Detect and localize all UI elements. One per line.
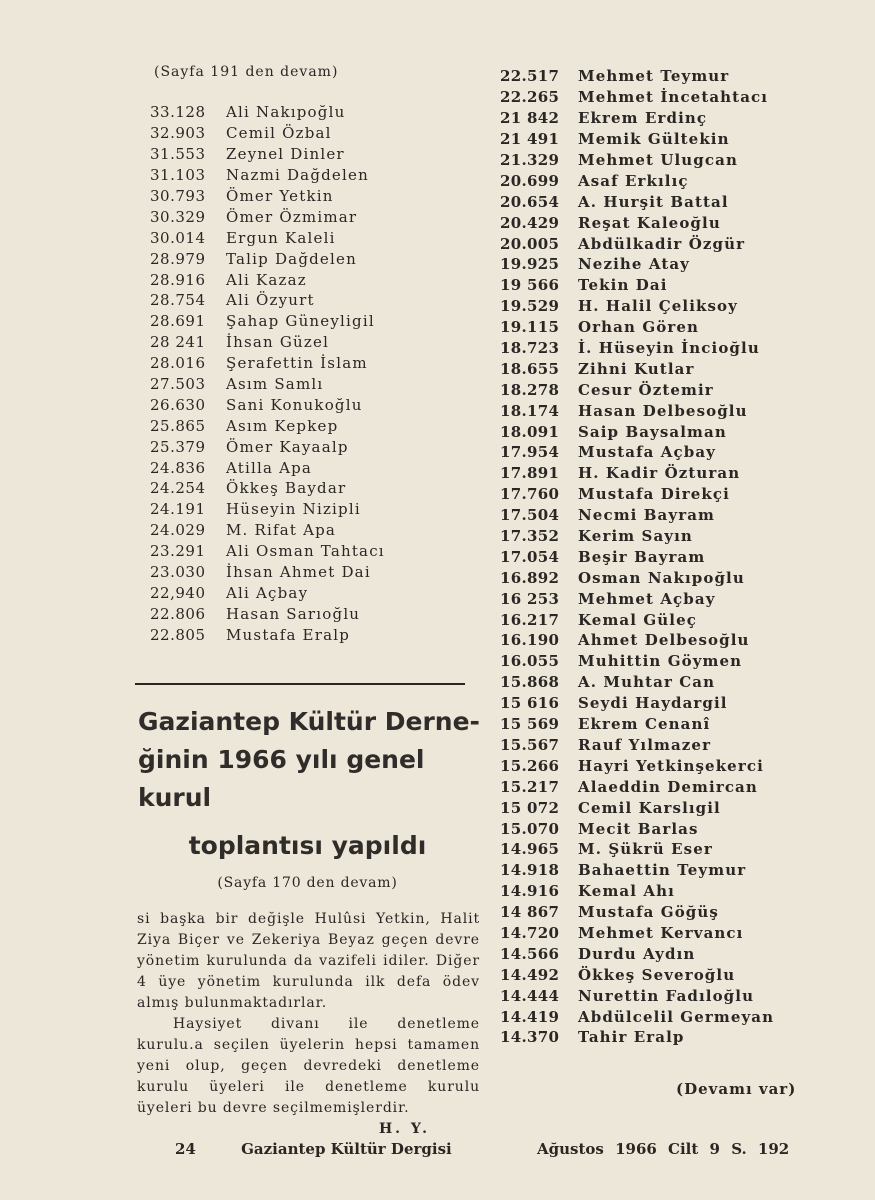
entry-name: Muhittin Göymen xyxy=(578,652,743,671)
entry-number: 17.891 xyxy=(500,464,560,483)
list-item xyxy=(500,797,800,818)
list-item xyxy=(500,693,800,714)
list-item xyxy=(500,985,800,1006)
list-item xyxy=(500,379,800,400)
entry-number: 17.352 xyxy=(500,527,560,546)
entry-number: 15.266 xyxy=(500,756,560,775)
entry-name: Durdu Aydın xyxy=(578,944,696,963)
entry-number: 20.005 xyxy=(500,234,560,253)
entry-number: 28.016 xyxy=(150,354,206,373)
entry-name: Asım Kepkep xyxy=(226,416,339,435)
entry-number: 24.254 xyxy=(150,479,206,498)
entry-number: 19.529 xyxy=(500,297,560,316)
list-item xyxy=(150,415,480,436)
list-item xyxy=(500,839,800,860)
entry-number: 24.836 xyxy=(150,458,206,477)
entry-number: 14.444 xyxy=(500,986,560,1005)
entry-number: 14.965 xyxy=(500,840,560,859)
entry-number: 16.217 xyxy=(500,610,560,629)
list-item xyxy=(150,582,480,603)
entry-number: 17.954 xyxy=(500,443,560,462)
entry-name: Tekin Dai xyxy=(578,276,668,295)
list-item xyxy=(500,755,800,776)
list-item xyxy=(500,400,800,421)
list-item xyxy=(150,436,480,457)
entry-number: 18.723 xyxy=(500,339,560,358)
list-item xyxy=(500,714,800,735)
entry-name: Kerim Sayın xyxy=(578,527,693,546)
entry-number: 21.329 xyxy=(500,151,560,169)
list-item xyxy=(500,275,800,296)
entry-number: 16.190 xyxy=(500,631,560,650)
list-item xyxy=(500,442,800,463)
entry-name: Cemil Karslıgil xyxy=(578,798,721,817)
entry-number: 14.720 xyxy=(500,923,560,942)
entry-number: 18.174 xyxy=(500,401,560,420)
list-item xyxy=(150,520,480,541)
list-item xyxy=(150,457,480,478)
entry-number: 14.492 xyxy=(500,965,560,984)
section-divider xyxy=(135,683,465,685)
list-item xyxy=(500,943,800,964)
entry-number: 30.014 xyxy=(150,228,206,247)
continued-note-top: (Sayfa 191 den devam) xyxy=(154,64,339,80)
entry-name: İhsan Güzel xyxy=(226,333,330,352)
entry-name: Mustafa Direkçi xyxy=(578,485,730,504)
entry-name: Ekrem Erdinç xyxy=(578,109,708,128)
list-item xyxy=(500,421,800,442)
article-subtitle: (Sayfa 170 den devam) xyxy=(217,875,398,891)
list-item xyxy=(150,165,480,186)
list-item xyxy=(500,463,800,484)
entry-number: 18.655 xyxy=(500,359,560,378)
list-item xyxy=(150,541,480,562)
list-item xyxy=(150,186,480,207)
entry-name: Beşir Bayram xyxy=(578,547,706,566)
list-item xyxy=(500,212,800,233)
left-list xyxy=(150,102,480,645)
entry-name: Hasan Delbesoğlu xyxy=(578,401,748,420)
entry-name: Ali Özyurt xyxy=(226,291,315,310)
list-item xyxy=(500,672,800,693)
entry-number: 22.265 xyxy=(500,88,560,107)
entry-name: Cemil Özbal xyxy=(226,124,332,143)
entry-number: 19.115 xyxy=(500,318,560,337)
entry-number: 24.191 xyxy=(150,500,206,519)
list-item xyxy=(500,860,800,881)
list-item xyxy=(500,150,800,171)
list-item xyxy=(150,206,480,227)
entry-number: 20.699 xyxy=(500,171,560,190)
list-item xyxy=(500,588,800,609)
entry-number: 16.892 xyxy=(500,568,560,587)
list-item xyxy=(150,562,480,583)
entry-name: Talip Dağdelen xyxy=(226,249,357,268)
entry-number: 15.217 xyxy=(500,777,560,796)
list-item xyxy=(500,108,800,129)
entry-name: Saip Baysalman xyxy=(578,422,727,441)
article xyxy=(135,703,480,1137)
list-item xyxy=(500,630,800,651)
entry-name: Ali Açbay xyxy=(226,583,309,602)
entry-number: 16 253 xyxy=(500,589,560,608)
entry-number: 14.916 xyxy=(500,882,560,901)
entry-name: Zihni Kutlar xyxy=(578,359,695,378)
headline-line-2: ğinin 1966 yılı genel kurul xyxy=(138,745,425,812)
list-item xyxy=(500,609,800,630)
entry-name: Ömer Kayaalp xyxy=(226,437,349,456)
entry-number: 23.030 xyxy=(150,563,206,582)
entry-number: 14.918 xyxy=(500,861,560,880)
entry-name: Ahmet Delbesoğlu xyxy=(578,631,750,650)
entry-number: 27.503 xyxy=(150,375,206,394)
issue-info: Ağustos 1966 Cilt 9 S. 192 xyxy=(537,1140,790,1158)
list-item xyxy=(500,254,800,275)
list-item xyxy=(150,624,480,645)
list-item xyxy=(500,776,800,797)
entry-number: 22.805 xyxy=(150,625,206,644)
entry-name: Mehmet Kervancı xyxy=(578,923,744,942)
entry-name: Orhan Gören xyxy=(578,318,699,337)
entry-name: Ekrem Cenanî xyxy=(578,715,711,734)
headline-line-3: toplantısı yapıldı xyxy=(188,831,427,860)
entry-name: Mustafa Açbay xyxy=(578,443,716,462)
entry-number: 22.806 xyxy=(150,604,206,623)
list-item xyxy=(150,374,480,395)
article-body xyxy=(135,909,480,1119)
entry-name: Seydi Haydargil xyxy=(578,694,728,713)
list-item xyxy=(150,290,480,311)
entry-number: 32.903 xyxy=(150,124,206,143)
article-signature: H. Y. xyxy=(378,1121,430,1137)
entry-number: 25.865 xyxy=(150,416,206,435)
list-item xyxy=(150,144,480,165)
entry-name: A. Hurşit Battal xyxy=(578,192,729,211)
entry-number: 14.566 xyxy=(500,944,560,963)
article-paragraph-1: si başka bir değişle Hulûsi Yetkin, Halit Ziya Biçer ve Zekeriya Beyaz geçen devre yönetim kurulunda da vazifeli idiler. Diğer 4 üye yönetim kurulunda ilk defa ödev almış bulunmaktadırlar. xyxy=(137,911,480,1011)
entry-name: Nazmi Dağdelen xyxy=(226,166,369,185)
entry-name: Mehmet İncetahtacı xyxy=(578,88,769,107)
left-column xyxy=(150,64,480,645)
list-item xyxy=(150,227,480,248)
entry-number: 15.567 xyxy=(500,735,560,754)
entry-name: Asaf Erkılıç xyxy=(578,171,689,190)
list-item xyxy=(500,191,800,212)
entry-number: 17.054 xyxy=(500,547,560,566)
list-item xyxy=(500,964,800,985)
entry-number: 18.091 xyxy=(500,422,560,441)
right-list xyxy=(500,66,800,1048)
list-item xyxy=(500,1027,800,1048)
list-item xyxy=(500,170,800,191)
entry-number: 15 569 xyxy=(500,715,560,734)
entry-number: 14 867 xyxy=(500,903,560,922)
entry-name: Şerafettin İslam xyxy=(226,354,368,373)
entry-name: Ali Nakıpoğlu xyxy=(226,103,346,122)
journal-name: Gaziantep Kültür Dergisi xyxy=(241,1140,452,1158)
entry-number: 22,940 xyxy=(150,583,206,602)
entry-name: Hüseyin Nizipli xyxy=(226,500,361,519)
entry-name: Osman Nakıpoğlu xyxy=(578,568,745,587)
entry-number: 28.691 xyxy=(150,312,206,331)
article-headline xyxy=(135,703,480,865)
entry-name: Mustafa Göğüş xyxy=(578,903,719,922)
entry-number: 18.278 xyxy=(500,380,560,399)
entry-name: Ökkeş Baydar xyxy=(226,479,347,498)
headline-line-1: Gaziantep Kültür Derne- xyxy=(138,707,480,736)
entry-number: 26.630 xyxy=(150,395,206,414)
page-number: 24 xyxy=(175,1140,196,1158)
right-column xyxy=(500,66,800,1048)
entry-name: Kemal Ahı xyxy=(578,882,675,901)
entry-name: Asım Samlı xyxy=(226,375,324,394)
entry-name: Mustafa Eralp xyxy=(226,625,351,644)
entry-number: 24.029 xyxy=(150,521,206,540)
entry-name: İ. Hüseyin İncioğlu xyxy=(578,339,760,358)
entry-number: 15 072 xyxy=(500,798,560,817)
article-paragraph-2: Haysiyet divanı ile denetleme kurulu.a seçilen üyelerin hepsi tamamen yeni olup, geçen devredeki denetleme kurulu üyeleri ile denetleme kurulu üyeleri bu devre seçilmemişlerdir. xyxy=(137,1016,480,1116)
entry-number: 25.379 xyxy=(150,437,206,456)
entry-number: 15.868 xyxy=(500,673,560,692)
entry-name: Reşat Kaleoğlu xyxy=(578,213,721,232)
list-item xyxy=(150,353,480,374)
entry-name: Kemal Güleç xyxy=(578,610,697,629)
list-item xyxy=(500,881,800,902)
list-item xyxy=(500,505,800,526)
list-item xyxy=(150,603,480,624)
list-item xyxy=(500,923,800,944)
list-item xyxy=(500,567,800,588)
list-item xyxy=(500,87,800,108)
entry-name: Nezihe Atay xyxy=(578,255,690,274)
entry-name: Zeynel Dinler xyxy=(226,145,345,164)
entry-number: 30.329 xyxy=(150,207,206,226)
entry-number: 15.070 xyxy=(500,819,560,838)
entry-name: Atilla Apa xyxy=(226,458,313,477)
entry-name: H. Kadir Özturan xyxy=(578,464,741,483)
entry-name: A. Muhtar Can xyxy=(578,673,716,692)
entry-name: Mehmet Ulugcan xyxy=(578,151,738,169)
entry-name: Ergun Kaleli xyxy=(226,228,336,247)
list-item xyxy=(500,233,800,254)
entry-number: 31.103 xyxy=(150,166,206,185)
entry-number: 28.754 xyxy=(150,291,206,310)
entry-name: Abdülcelil Germeyan xyxy=(578,1007,775,1026)
entry-name: Mecit Barlas xyxy=(578,819,699,838)
list-item xyxy=(150,123,480,144)
list-item xyxy=(500,484,800,505)
entry-name: İhsan Ahmet Dai xyxy=(226,563,371,582)
entry-number: 22.517 xyxy=(500,67,560,86)
entry-name: Bahaettin Teymur xyxy=(578,861,747,880)
entry-number: 31.553 xyxy=(150,145,206,164)
entry-number: 28.979 xyxy=(150,249,206,268)
list-item xyxy=(500,317,800,338)
entry-number: 20.654 xyxy=(500,192,560,211)
list-item xyxy=(500,66,800,87)
entry-name: Ali Kazaz xyxy=(226,270,307,289)
list-item xyxy=(150,478,480,499)
entry-name: Ali Osman Tahtacı xyxy=(226,542,385,561)
entry-number: 17.760 xyxy=(500,485,560,504)
entry-name: Tahir Eralp xyxy=(578,1028,685,1047)
entry-name: H. Halil Çeliksoy xyxy=(578,297,738,316)
entry-number: 30.793 xyxy=(150,187,206,205)
entry-number: 16.055 xyxy=(500,652,560,671)
entry-number: 14.419 xyxy=(500,1007,560,1026)
entry-number: 19 566 xyxy=(500,276,560,295)
entry-name: Hayri Yetkinşekerci xyxy=(578,756,764,775)
entry-name: Ömer Yetkin xyxy=(226,187,334,205)
entry-number: 17.504 xyxy=(500,506,560,525)
list-item xyxy=(500,902,800,923)
continued-note-bottom: (Devamı var) xyxy=(676,1080,797,1098)
entry-number: 28 241 xyxy=(150,333,206,352)
list-item xyxy=(150,269,480,290)
entry-number: 21 842 xyxy=(500,109,560,128)
entry-name: M. Rifat Apa xyxy=(226,521,337,540)
entry-name: Nurettin Fadıloğlu xyxy=(578,986,755,1005)
list-item xyxy=(500,526,800,547)
list-item xyxy=(150,102,480,123)
entry-name: Memik Gültekin xyxy=(578,130,730,149)
list-item xyxy=(500,818,800,839)
list-item xyxy=(150,499,480,520)
entry-name: Sani Konukoğlu xyxy=(226,395,363,414)
entry-number: 28.916 xyxy=(150,270,206,289)
footer-left xyxy=(175,1140,452,1158)
list-item xyxy=(500,129,800,150)
entry-number: 14.370 xyxy=(500,1028,560,1047)
entry-name: Cesur Öztemir xyxy=(578,380,714,399)
list-item xyxy=(150,248,480,269)
entry-name: Rauf Yılmazer xyxy=(578,735,712,754)
entry-name: Abdülkadir Özgür xyxy=(578,234,746,253)
entry-number: 23.291 xyxy=(150,542,206,561)
list-item xyxy=(500,1006,800,1027)
list-item xyxy=(150,311,480,332)
list-item xyxy=(500,296,800,317)
entry-name: Ökkeş Severoğlu xyxy=(578,965,736,984)
entry-number: 33.128 xyxy=(150,103,206,122)
list-item xyxy=(500,546,800,567)
entry-name: Necmi Bayram xyxy=(578,506,715,525)
list-item xyxy=(150,394,480,415)
entry-number: 15 616 xyxy=(500,694,560,713)
entry-name: Mehmet Teymur xyxy=(578,67,730,86)
entry-name: Hasan Sarıoğlu xyxy=(226,604,361,623)
list-item xyxy=(500,735,800,756)
list-item xyxy=(150,332,480,353)
list-item xyxy=(500,358,800,379)
entry-name: Ömer Özmimar xyxy=(226,207,358,226)
entry-name: Alaeddin Demircan xyxy=(578,777,758,796)
entry-name: Mehmet Açbay xyxy=(578,589,716,608)
entry-name: Şahap Güneyligil xyxy=(226,312,375,331)
list-item xyxy=(500,338,800,359)
entry-number: 20.429 xyxy=(500,213,560,232)
entry-name: M. Şükrü Eser xyxy=(578,840,713,859)
entry-number: 21 491 xyxy=(500,130,560,149)
list-item xyxy=(500,651,800,672)
entry-number: 19.925 xyxy=(500,255,560,274)
